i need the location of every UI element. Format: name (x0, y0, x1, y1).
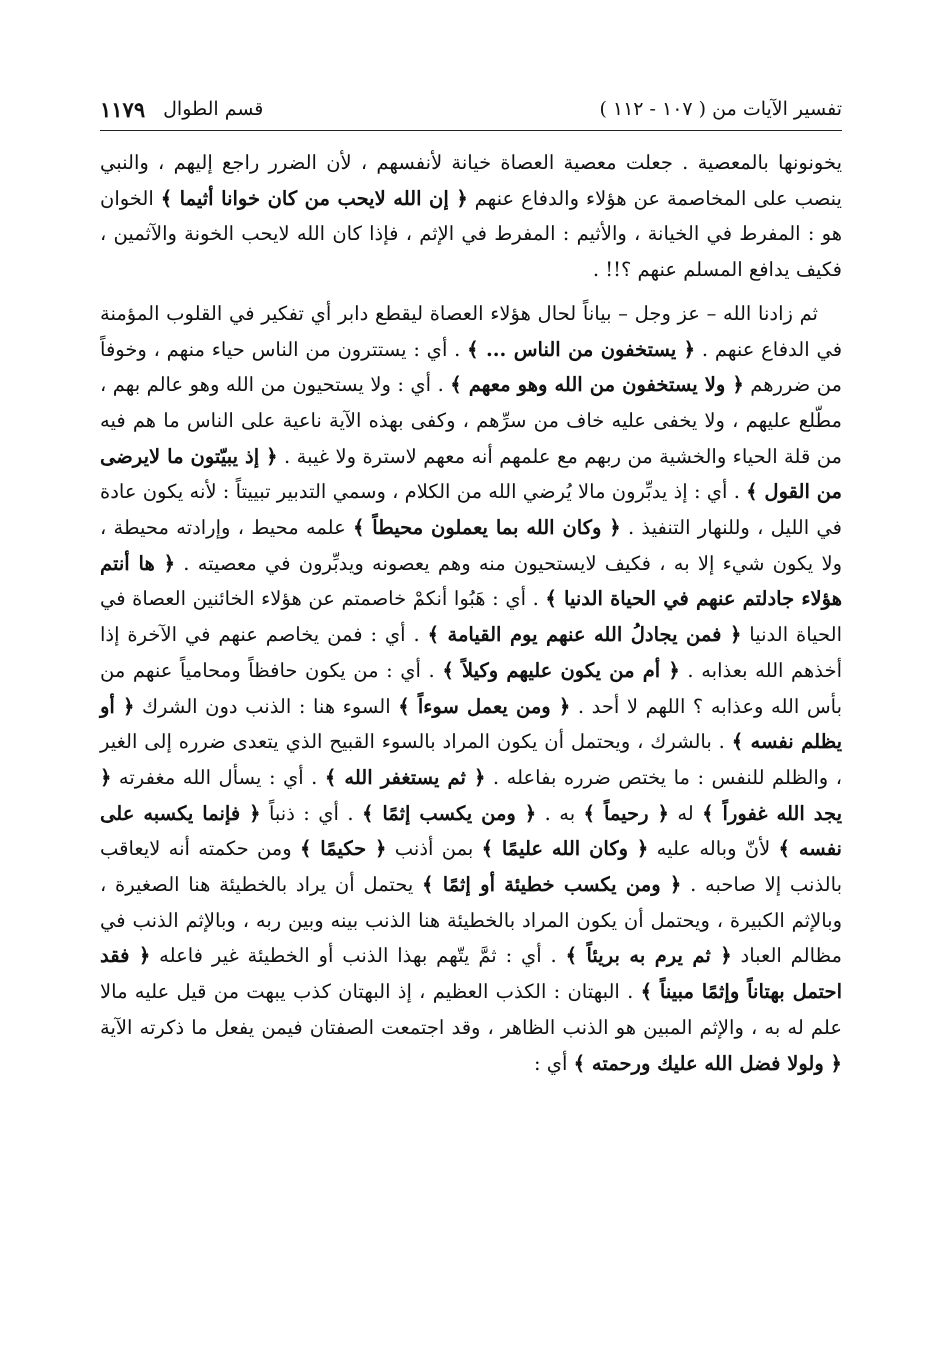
quran-verse: ﴿ إذ يبيّتون ما لايرضى من القول ﴾ (100, 444, 842, 504)
page-number: ١١٧٩ (100, 96, 146, 122)
quran-verse: ﴿ فمن يجادلُ الله عنهم يوم القيامة ﴾ (427, 623, 742, 647)
body-text (100, 145, 842, 1081)
quran-verse: ﴿ حكيمًا ﴾ (299, 837, 387, 861)
commentary-text: . أي : يستترون من الناس حياء منهم ، وخوفاً من ضررهم (100, 337, 842, 397)
commentary-text: . البهتان : الكذب العظيم ، إذ البهتان كذب يبهت من قيل عليه مالا علم له به ، والإثم المبين هو الذنب الظاهر ، وقد اجتمعت الصفتان فيمن يفعل ما ذكرته الآية (100, 980, 842, 1039)
quran-verse: ﴿ يستخفون من الناس ... ﴾ (467, 337, 696, 361)
commentary-text: . أي : فمن يخاصم عنهم في الآخرة إذا أخذهم الله بعذابه . (100, 623, 842, 682)
quran-verse: ﴿ أم من يكون عليهم وكيلاً ﴾ (442, 658, 680, 682)
commentary-text: ثم زادنا الله – عز وجل – بياناً لحال هؤلاء العصاة ليقطع دابر أي تفكير في القلوب المؤمنة في الدفاع عنهم . (100, 301, 843, 361)
quran-verse: ﴿ ومن يكسب إثمًا ﴾ (361, 801, 537, 825)
commentary-text: . أي : من يكون حافظاً ومحامياً عنهم من بأس الله وعذابه ؟ اللهم لا أحد . (100, 658, 842, 718)
quran-verse: ﴿ أو يظلم نفسه ﴾ (100, 694, 842, 754)
quran-verse: ﴿ وكان الله عليمًا ﴾ (481, 837, 649, 861)
commentary-text: . أي : هَبُوا أنكمْ خاصمتم عن هؤلاء الخائنين العصاة في الحياة الدنيا (100, 587, 843, 647)
chapter-title: تفسير الآيات من ( ١٠٧ - ١١٢ ) (599, 98, 842, 120)
quran-verse: ﴿ ثم يرم به بريئاً ﴾ (565, 944, 732, 968)
quran-verse: ﴿ ولا يستخفون من الله وهو معهم ﴾ (450, 373, 744, 397)
paragraph (100, 296, 842, 1081)
commentary-text: الخوان هو : المفرط في الخيانة ، والأثيم : المفرط في الإثم ، فإذا كان الله لايحب الخونة والآثمين ، فكيف يدافع المسلم عنهم ؟!! . (100, 186, 842, 282)
quran-verse: ﴿ ولولا فضل الله عليك ورحمته ﴾ (573, 1051, 842, 1075)
quran-verse: ﴿ فقد احتمل بهتاناً وإثمًا مبيناً ﴾ (100, 944, 842, 1004)
quran-verse: ﴿ ها أنتم هؤلاء جادلتم عنهم في الحياة الدنيا ﴾ (100, 551, 842, 611)
commentary-text: يحتمل أن يراد بالخطيئة هنا الصغيرة ، وبالإثم الكبيرة ، ويحتمل أن يكون المراد بالخطيئة هنا الذنب بينه وبين ربه ، وبالإثم الذنب في مظالم العباد (100, 873, 842, 968)
quran-verse: ﴿ فإنما يكسبه على نفسه ﴾ (100, 801, 842, 861)
quran-verse: ﴿ رحيماً ﴾ (583, 801, 669, 825)
commentary-text: السوء هنا : الذنب دون الشرك (134, 694, 399, 718)
commentary-text: به . (536, 801, 584, 825)
quran-verse: ﴿ ومن يعمل سوءاً ﴾ (398, 694, 571, 718)
commentary-text: . أي : ولا يستحيون من الله وهو عالم بهم ، مطّلع عليهم ، ولا يخفى عليه خاف من سرِّهم ، وكفى بهذه الآية ناعية على الناس ما هم فيه من قلة الحياء والخشية من ربهم مع علمهم أنه معهم لاسترة ولا غيبة . (100, 373, 843, 468)
quran-verse: ﴿ وكان الله بما يعملون محيطاً ﴾ (353, 516, 621, 540)
book-page (100, 92, 842, 1081)
commentary-text: له (668, 801, 703, 825)
commentary-text: . أي : ذنباً (260, 801, 362, 825)
quran-verse: ﴿ ثم يستغفر الله ﴾ (324, 765, 486, 789)
commentary-text: أي : (534, 1051, 574, 1075)
section-name: قسم الطوال (163, 98, 264, 120)
running-header (100, 92, 842, 131)
quran-verse: ﴿ إن الله لايحب من كان خوانا أثيما ﴾ (160, 186, 468, 210)
quran-verse: ﴿ يجد الله غفوراً ﴾ (100, 765, 842, 825)
quran-verse: ﴿ ومن يكسب خطيئة أو إثمًا ﴾ (422, 873, 682, 897)
commentary-text: . أي : ثمَّ يتّهم بهذا الذنب أو الخطيئة غير فاعله (150, 944, 566, 968)
header-left-group (100, 97, 263, 122)
commentary-text: ومن حكمته أنه لايعاقب بالذنب إلا صاحبه . (100, 837, 842, 897)
commentary-text: بمن أذنب (386, 837, 482, 861)
commentary-text: . أي : يسأل الله مغفرته (111, 765, 325, 789)
paragraph (100, 145, 842, 288)
commentary-text: لأنّ وباله عليه (648, 837, 779, 861)
commentary-text: . بالشرك ، ويحتمل أن يكون المراد بالسوء القبيح الذي يتعدى ضرره إلى الغير ، والظلم للنفس : ما يختص ضرره بفاعله . (100, 730, 842, 789)
commentary-text: يخونونها بالمعصية . جعلت معصية العصاة خيانة لأنفسهم ، لأن الضرر راجع إليهم ، والنبي ينصب على المخاصمة عن هؤلاء والدفاع عنهم (100, 151, 842, 210)
commentary-text: . أي : إذ يدبِّرون مالا يُرضي الله من الكلام ، وسمي التدبير تبييتاً : لأنه يكون عادة في الليل ، وللنهار التنفيذ . (100, 480, 842, 540)
commentary-text: علمه محيط ، وإرادته محيطة ، ولا يكون شيء إلا به ، فكيف لايستحيون منه وهم يعصونه ويدبِّرون في معصيته . (100, 516, 843, 575)
